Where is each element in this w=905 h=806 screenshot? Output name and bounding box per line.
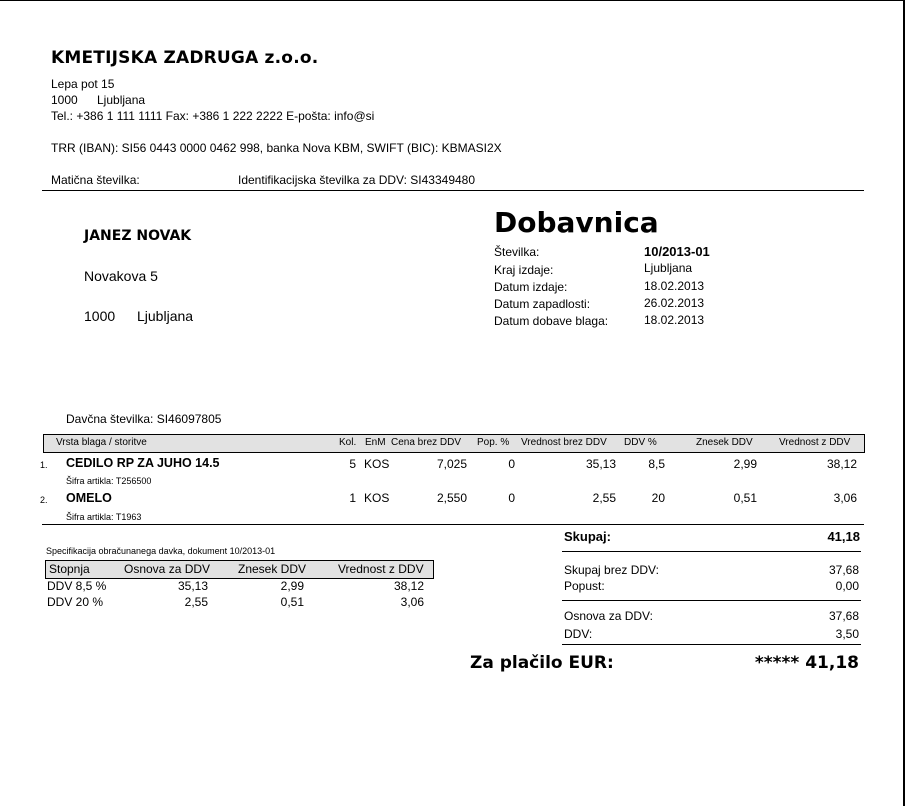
item-name: CEDILO RP ZA JUHO 14.5 <box>66 456 220 470</box>
doc-delivery-date-label: Datum dobave blaga: <box>494 314 609 328</box>
company-city: Ljubljana <box>97 93 146 107</box>
company-name: KMETIJSKA ZADRUGA z.o.o. <box>51 48 319 68</box>
item-unit: KOS <box>364 457 390 471</box>
spec-rate: DDV 8,5 % <box>47 579 107 593</box>
vat-base-value: 37,68 <box>828 609 859 623</box>
item-qty: 5 <box>349 457 356 471</box>
vat-value: 3,50 <box>835 627 859 641</box>
doc-delivery-date-value: 18.02.2013 <box>644 313 705 327</box>
item-net: 2,55 <box>592 491 616 505</box>
spec-title: Specifikacija obračunanega davka, dokument 10/2013-01 <box>46 546 276 556</box>
vat-base-label: Osnova za DDV: <box>564 609 653 623</box>
item-qty: 1 <box>349 491 356 505</box>
item-price: 2,550 <box>436 491 467 505</box>
col-net: Vrednost brez DDV <box>521 437 607 448</box>
discount-label: Popust: <box>564 579 605 593</box>
item-number: 2. <box>40 495 48 505</box>
amount-due-label: Za plačilo EUR: <box>470 653 614 673</box>
total-value: 41,18 <box>827 529 860 544</box>
item-vat-pct: 8,5 <box>648 457 665 471</box>
page-top-border <box>0 0 905 1</box>
item-vat-pct: 20 <box>651 491 665 505</box>
customer-name: JANEZ NOVAK <box>84 228 192 244</box>
item-price: 7,025 <box>436 457 467 471</box>
item-gross: 3,06 <box>833 491 857 505</box>
table-bottom-line <box>42 524 864 525</box>
spec-base: 35,13 <box>177 579 208 593</box>
item-vat-amount: 0,51 <box>733 491 757 505</box>
doc-issue-date-label: Datum izdaje: <box>494 280 568 294</box>
company-maticna-label: Matična številka: <box>51 173 140 187</box>
col-item: Vrsta blaga / storitve <box>56 437 147 448</box>
totals-divider <box>562 551 861 552</box>
col-unit: EnM <box>365 437 386 448</box>
net-total-label: Skupaj brez DDV: <box>564 563 659 577</box>
doc-due-date-label: Datum zapadlosti: <box>494 297 591 311</box>
item-code: Šifra artikla: T1963 <box>66 512 142 522</box>
spec-col-base: Osnova za DDV <box>124 562 211 576</box>
company-street: Lepa pot 15 <box>51 77 115 91</box>
item-vat-amount: 2,99 <box>733 457 757 471</box>
doc-due-date-value: 26.02.2013 <box>644 296 705 310</box>
col-vat-amount: Znesek DDV <box>696 437 753 448</box>
totals-divider <box>562 600 861 601</box>
col-gross: Vrednost z DDV <box>779 437 851 448</box>
doc-place-label: Kraj izdaje: <box>494 263 554 277</box>
col-qty: Kol. <box>339 437 357 448</box>
doc-number-label: Številka: <box>494 245 540 259</box>
company-ddv-id: Identifikacijska številka za DDV: SI43349480 <box>238 173 476 187</box>
net-total-value: 37,68 <box>828 563 859 577</box>
item-discount: 0 <box>508 491 515 505</box>
col-vat-pct: DDV % <box>624 437 657 448</box>
spec-col-vat: Znesek DDV <box>238 562 307 576</box>
total-label: Skupaj: <box>564 529 611 544</box>
customer-street: Novakova 5 <box>84 268 158 284</box>
discount-value: 0,00 <box>835 579 859 593</box>
amount-due-value: ***** 41,18 <box>754 653 859 673</box>
document-title: Dobavnica <box>494 206 659 239</box>
spec-col-total: Vrednost z DDV <box>338 562 424 576</box>
company-contacts: Tel.: +386 1 111 1111 Fax: +386 1 222 2222 E-pošta: info@si <box>51 109 375 123</box>
item-unit: KOS <box>364 491 390 505</box>
customer-city: Ljubljana <box>137 308 194 324</box>
spec-vat: 0,51 <box>280 595 304 609</box>
col-discount: Pop. % <box>477 437 510 448</box>
company-postal: 1000 <box>51 93 78 107</box>
item-gross: 38,12 <box>826 457 857 471</box>
totals-divider <box>562 644 861 645</box>
vat-label: DDV: <box>564 627 593 641</box>
header-divider <box>42 190 864 191</box>
item-discount: 0 <box>508 457 515 471</box>
items-table-header <box>43 434 865 453</box>
item-name: OMELO <box>66 491 112 505</box>
spec-total: 38,12 <box>393 579 424 593</box>
company-bank: TRR (IBAN): SI56 0443 0000 0462 998, banka Nova KBM, SWIFT (BIC): KBMASI2X <box>51 141 502 155</box>
spec-table-header <box>45 560 434 579</box>
doc-place-value: Ljubljana <box>644 261 693 275</box>
item-number: 1. <box>40 460 48 470</box>
customer-tax-number: Davčna številka: SI46097805 <box>66 412 222 426</box>
spec-total: 3,06 <box>400 595 424 609</box>
customer-postal: 1000 <box>84 308 116 324</box>
spec-rate: DDV 20 % <box>47 595 104 609</box>
item-net: 35,13 <box>585 457 616 471</box>
doc-number-value: 10/2013-01 <box>644 244 710 259</box>
spec-base: 2,55 <box>184 595 208 609</box>
col-price: Cena brez DDV <box>391 437 462 448</box>
spec-vat: 2,99 <box>280 579 304 593</box>
doc-issue-date-value: 18.02.2013 <box>644 279 705 293</box>
spec-col-rate: Stopnja <box>49 562 90 576</box>
item-code: Šifra artikla: T256500 <box>66 476 152 486</box>
